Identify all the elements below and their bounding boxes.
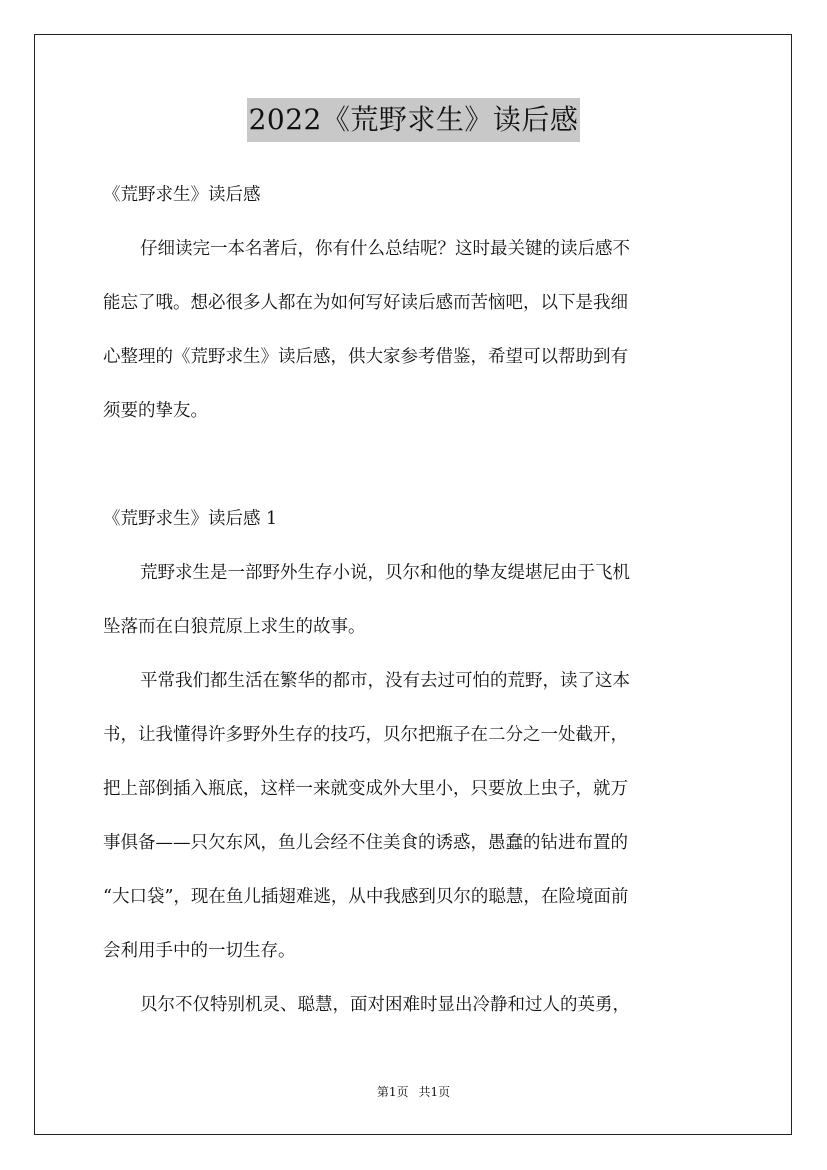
intro-line: 仔细读完一本名著后，你有什么总结呢？这时最关键的读后感不 [140, 239, 630, 259]
document-body [103, 168, 727, 1032]
intro-line: 心整理的《荒野求生》读后感，供大家参考借鉴，希望可以帮助到有 [103, 347, 628, 367]
paragraph-line: 贝尔不仅特别机灵、聪慧，面对困难时显出冷静和过人的英勇， [140, 995, 630, 1015]
page-number: 第1页 [376, 1085, 409, 1099]
paragraph-line: 把上部倒插入瓶底，这样一来就变成外大里小，只要放上虫子，就万 [103, 779, 628, 799]
page-footer [0, 1084, 827, 1100]
intro-line: 须要的挚友。 [103, 401, 208, 421]
document-title: 2022《荒野求生》读后感 [247, 98, 581, 142]
paragraph-line: 平常我们都生活在繁华的都市，没有去过可怕的荒野，读了这本 [140, 671, 630, 691]
intro-heading: 《荒野求生》读后感 [103, 185, 261, 205]
paragraph-gap [103, 438, 727, 492]
title-container [0, 98, 827, 142]
paragraph-line: 坠落而在白狼荒原上求生的故事。 [103, 617, 366, 637]
paragraph-line: 会利用手中的一切生存。 [103, 941, 296, 961]
paragraph-line: 书，让我懂得许多野外生存的技巧，贝尔把瓶子在二分之一处截开， [103, 725, 628, 745]
paragraph-line: 事俱备——只欠东风，鱼儿会经不住美食的诱惑，愚蠢的钻进布置的 [103, 833, 628, 853]
section1-heading: 《荒野求生》读后感 1 [103, 509, 278, 529]
paragraph-line: 荒野求生是一部野外生存小说，贝尔和他的挚友缇堪尼由于飞机 [140, 563, 630, 583]
paragraph-line: “大口袋”，现在鱼儿插翅难逃，从中我感到贝尔的聪慧，在险境面前 [103, 887, 629, 907]
intro-line: 能忘了哦。想必很多人都在为如何写好读后感而苦恼吧，以下是我细 [103, 293, 628, 313]
page-total: 共1页 [418, 1085, 451, 1099]
